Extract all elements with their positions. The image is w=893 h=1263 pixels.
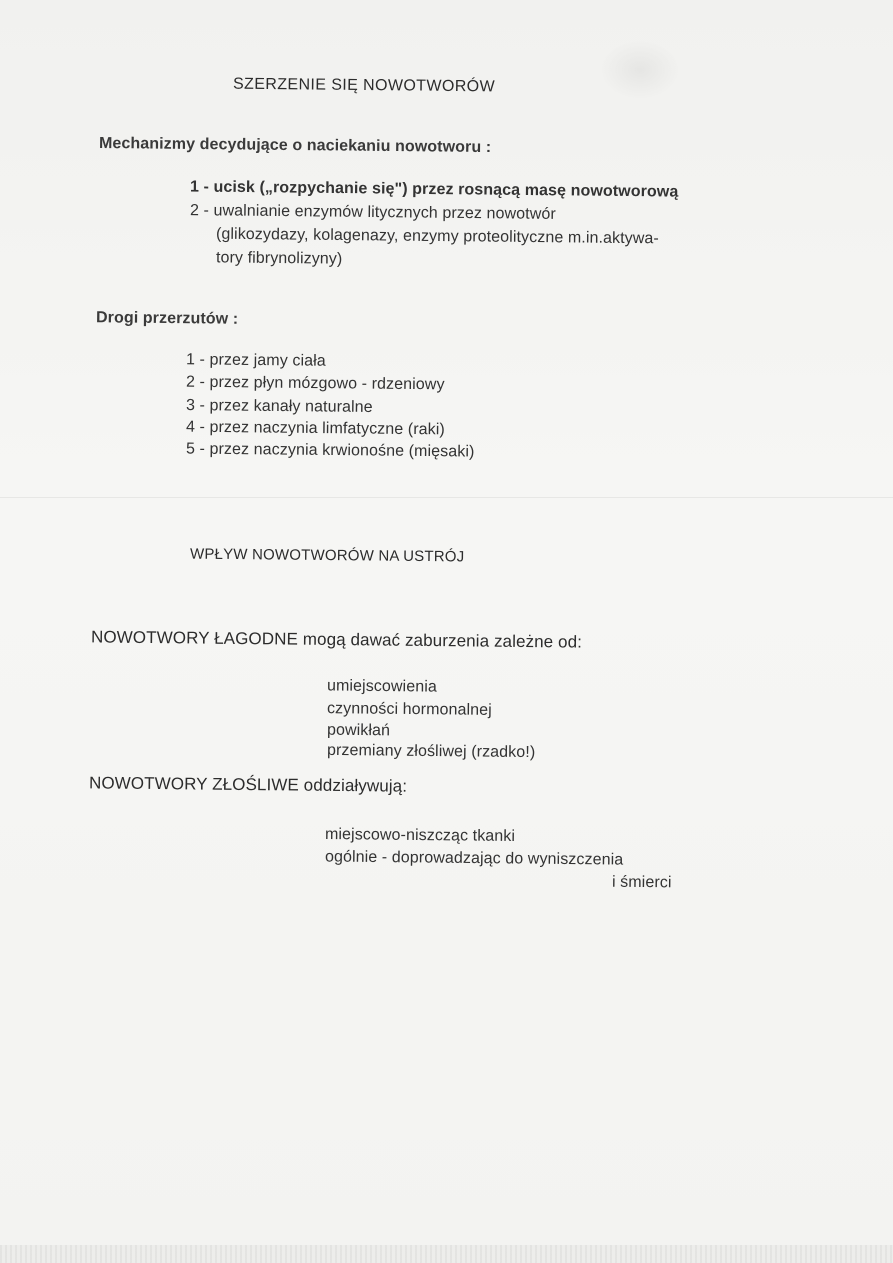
malignant-item: ogólnie - doprowadzając do wyniszczenia bbox=[324, 848, 624, 869]
malignant-item: miejscowo-niszcząc tkanki bbox=[324, 826, 516, 845]
scan-smudge bbox=[600, 40, 680, 100]
malignant-heading: NOWOTWORY ZŁOŚLIWE oddziaływują: bbox=[88, 773, 408, 796]
mechanism-item: 1 - ucisk („rozpychanie się") przez rosnącą masę nowotworową bbox=[189, 178, 679, 201]
benign-heading: NOWOTWORY ŁAGODNE mogą dawać zaburzenia zależne od: bbox=[90, 627, 583, 652]
benign-item: umiejscowienia bbox=[326, 677, 437, 696]
benign-item: powikłań bbox=[326, 721, 391, 740]
section-title-spread: SZERZENIE SIĘ NOWOTWORÓW bbox=[232, 75, 496, 96]
mechanism-item-continuation: tory fibrynolizyny) bbox=[215, 249, 343, 268]
route-item: 2 - przez płyn mózgowo - rdzeniowy bbox=[185, 373, 445, 394]
mechanism-item-continuation: (glikozydazy, kolagenazy, enzymy proteolityczne m.in.aktywa- bbox=[215, 225, 660, 248]
route-item: 3 - przez kanały naturalne bbox=[185, 397, 373, 416]
scan-edge-artifact bbox=[0, 1245, 893, 1263]
route-item: 1 - przez jamy ciała bbox=[185, 351, 326, 370]
mechanism-item: 2 - uwalnianie enzymów litycznych przez nowotwór bbox=[189, 202, 556, 223]
mechanisms-heading: Mechanizmy decydujące o naciekaniu nowotworu : bbox=[98, 134, 492, 157]
route-item: 4 - przez naczynia limfatyczne (raki) bbox=[185, 418, 445, 439]
benign-item: czynności hormonalnej bbox=[326, 700, 492, 719]
benign-item: przemiany złośliwej (rzadko!) bbox=[326, 741, 536, 762]
scan-fold-line bbox=[0, 497, 893, 498]
routes-heading: Drogi przerzutów : bbox=[95, 309, 239, 328]
route-item: 5 - przez naczynia krwionośne (mięsaki) bbox=[185, 440, 475, 461]
section-title-effects: WPŁYW NOWOTWORÓW NA USTRÓJ bbox=[189, 545, 465, 566]
malignant-item-continuation: i śmierci bbox=[611, 873, 672, 892]
